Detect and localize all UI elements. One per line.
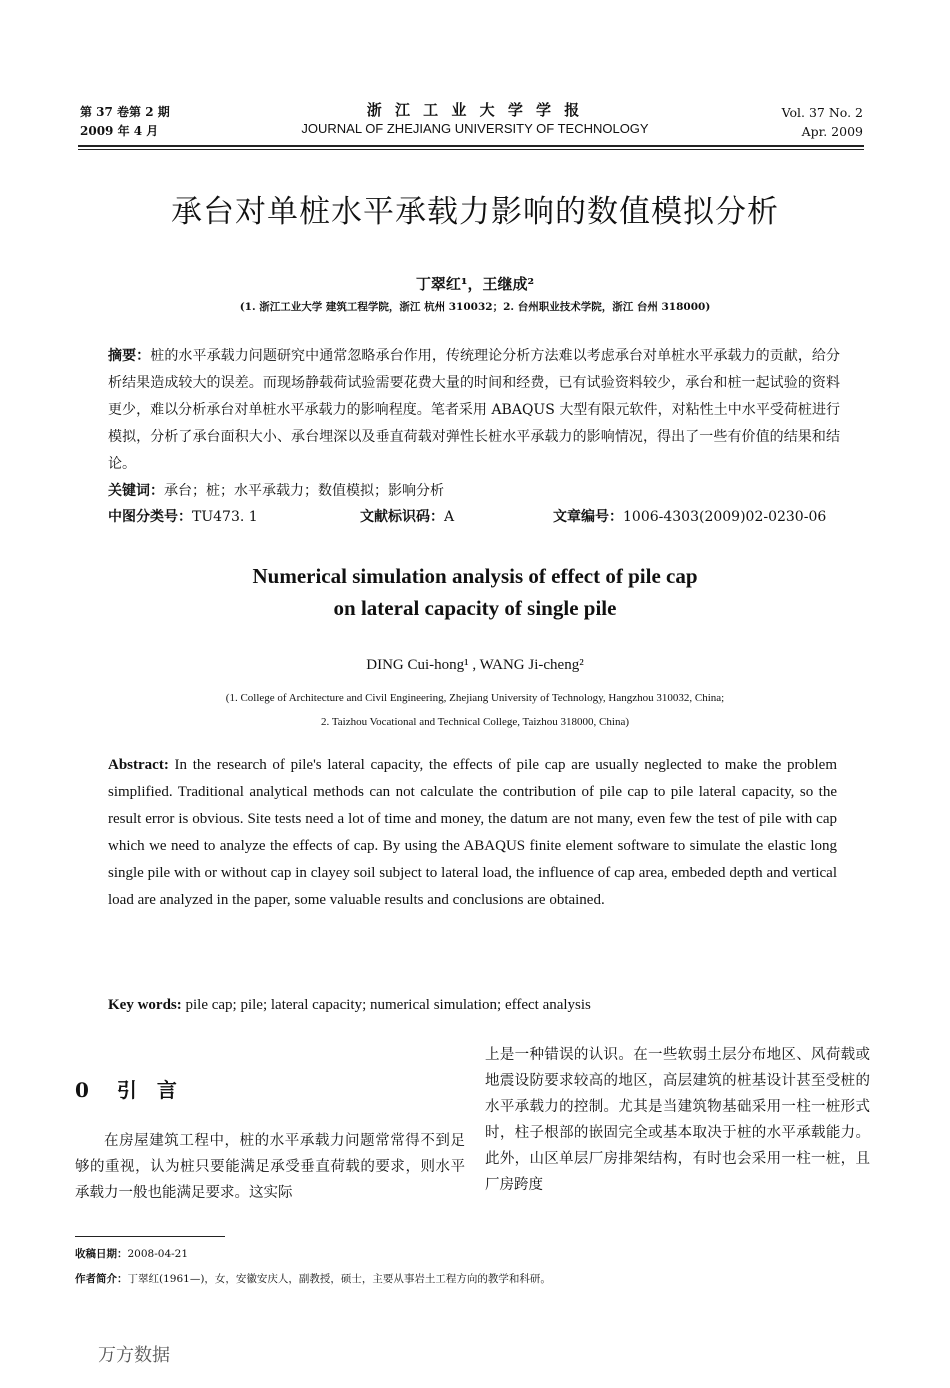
- journal-issue-en: [782, 103, 863, 141]
- keywords-cn: [108, 481, 444, 501]
- footnote-received: [75, 1245, 188, 1263]
- paper-title-en-line2: on lateral capacity of single pile: [333, 596, 617, 620]
- authors-cn: 丁翠红¹，王继成²: [415, 275, 535, 293]
- keywords-en: [108, 994, 837, 1016]
- date-cn: 2009 年 4 月: [80, 124, 159, 138]
- keywords-cn-label: 关键词：: [108, 483, 164, 499]
- bio-value: 丁翠红(1961—)，女，安徽安庆人，副教授，硕士，主要从事岩土工程方向的教学和科研。: [127, 1273, 551, 1285]
- footnote-rule: [75, 1236, 225, 1237]
- section-number: 0: [75, 1078, 89, 1102]
- abstract-cn-text: 桩的水平承载力问题研究中通常忽略承台作用，传统理论分析方法难以考虑承台对单桩水平承载力的贡献，给分析结果造成较大的误差。而现场静载荷试验需要花费大量的时间和经费，已有试验资料较少，承台和桩一起试验的资料更少，难以分析承台对单桩水平承载力的影响程度。笔者采用 ABAQUS 大型有限元软件，对粘性土中水平受荷桩进行模拟，分析了承台面积大小、承台埋深以及垂直荷载对弹性长桩水平承载力的影响情况，得出了一些有价值的结果和结论。: [108, 348, 841, 472]
- journal-name-cn: 浙 江 工 业 大 学 学 报: [366, 101, 584, 119]
- clc-label: 中图分类号：: [108, 509, 192, 525]
- keywords-en-label: Key words:: [108, 997, 182, 1013]
- footnote-author-bio: [75, 1270, 551, 1288]
- abstract-en: [108, 752, 837, 914]
- abstract-cn-label: 摘要：: [108, 348, 151, 364]
- header-rule-thin: [78, 149, 864, 150]
- section-title: 引言: [116, 1078, 197, 1102]
- abstract-cn: [108, 343, 840, 478]
- received-label: 收稿日期：: [75, 1248, 128, 1260]
- affiliation-en-line2: 2. Taizhou Vocational and Technical College, Taizhou 318000, China): [321, 716, 629, 728]
- document-code: [360, 507, 454, 527]
- journal-name-en: JOURNAL OF ZHEJIANG UNIVERSITY OF TECHNOLOGY: [301, 121, 649, 136]
- paper-title-cn: 承台对单桩水平承载力影响的数值模拟分析: [171, 194, 779, 230]
- body-left-column: 在房屋建筑工程中，桩的水平承载力问题常常得不到足够的重视，认为桩只要能满足承受垂直荷载的要求，则水平承载力一般也能满足要求。这实际: [75, 1133, 465, 1201]
- header-rule-thick: [78, 145, 864, 147]
- journal-name: [250, 100, 700, 138]
- clc-number: [108, 507, 258, 527]
- abstract-en-text: In the research of pile's lateral capacity, the effects of pile cap are usually neglected to make the problem simplified. Traditional analytical methods can not calculate the contribution of pile cap to pile lateral capacity, so the result error is obvious. Site tests need a lot of time and money, the datum are not many, even few the test of pile with cap which we need to analyze the effects of cap. By using the ABAQUS finite element software to simulate the elastic long single pile with or without cap in clayey soil subject to lateral load, the influence of cap area, embeded depth and vertical load are analyzed in the paper, some valuable results and conclusions are obtained.: [108, 757, 837, 908]
- volume-issue-en: Vol. 37 No. 2: [781, 105, 863, 120]
- doc-code-value: A: [444, 509, 455, 525]
- abstract-en-label: Abstract:: [108, 757, 169, 773]
- affiliation-en-line1: (1. College of Architecture and Civil Engineering, Zhejiang University of Technology, Hangzhou 310032, China;: [225, 692, 725, 704]
- journal-issue-cn: [80, 103, 170, 141]
- date-en: Apr. 2009: [801, 124, 863, 139]
- keywords-en-text: pile cap; pile; lateral capacity; numerical simulation; effect analysis: [181, 997, 591, 1013]
- clc-value: TU473. 1: [192, 509, 258, 525]
- paper-title-en-line1: Numerical simulation analysis of effect of pile cap: [252, 564, 698, 588]
- received-value: 2008-04-21: [127, 1248, 189, 1260]
- paper-title-en: [80, 560, 870, 624]
- authors-en: DING Cui-hong¹ , WANG Ji-cheng²: [366, 657, 584, 673]
- affiliation-en: [60, 686, 890, 734]
- volume-issue-cn: 第 37 卷第 2 期: [80, 105, 170, 119]
- watermark: 万方数据: [98, 1345, 170, 1366]
- article-number-label: 文章编号：: [553, 509, 623, 525]
- keywords-cn-text: 承台；桩；水平承载力；数值模拟；影响分析: [164, 483, 444, 499]
- doc-code-label: 文献标识码：: [360, 509, 444, 525]
- bio-label: 作者简介：: [75, 1273, 128, 1285]
- body-right-column: 上是一种错误的认识。在一些软弱土层分布地区、风荷载或地震设防要求较高的地区，高层建筑的桩基设计甚至受桩的水平承载力的控制。尤其是当建筑物基础采用一柱一桩形式时，柱子根部的嵌固完全或基本取决于桩的水平承载能力。此外，山区单层厂房排架结构，有时也会采用一柱一桩，且厂房跨度: [485, 1047, 870, 1193]
- article-number-value: 1006-4303(2009)02-0230-06: [623, 509, 827, 525]
- affiliation-cn: (1. 浙江工业大学 建筑工程学院，浙江 杭州 310032；2. 台州职业技术学院，浙江 台州 318000): [239, 301, 711, 313]
- article-number: [553, 507, 826, 527]
- section-heading: [75, 1074, 197, 1103]
